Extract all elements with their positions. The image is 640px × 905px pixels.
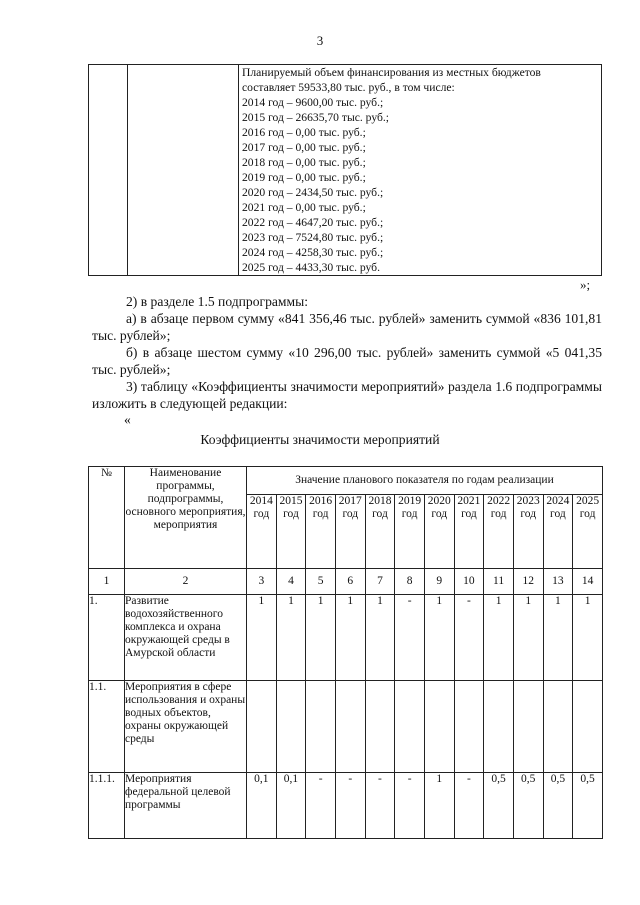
financing-line: 2016 год – 0,00 тыс. руб.; bbox=[242, 126, 366, 139]
row-number: 1. bbox=[89, 595, 125, 681]
row-value: - bbox=[454, 773, 484, 839]
row-value: 1 bbox=[573, 595, 603, 681]
financing-line: 2018 год – 0,00 тыс. руб.; bbox=[242, 156, 366, 169]
paragraph-4: 3) таблицу «Коэффициенты значимости мероприятий» раздела 1.6 подпрограммы изложить в следующей редакции: bbox=[92, 379, 602, 411]
row-value bbox=[247, 681, 277, 773]
row-value bbox=[424, 681, 454, 773]
row-value bbox=[395, 681, 425, 773]
financing-lines bbox=[239, 65, 601, 275]
row-value: 1 bbox=[484, 595, 514, 681]
row-name: Развитие водохозяйственного комплекса и охрана окружающей среды в Амурской области bbox=[125, 595, 247, 681]
year-header: 2017 год bbox=[335, 495, 365, 569]
row-value bbox=[573, 681, 603, 773]
row-value: 1 bbox=[335, 595, 365, 681]
row-value: 1 bbox=[513, 595, 543, 681]
page-number: 3 bbox=[316, 33, 324, 48]
financing-line: Планируемый объем финансирования из местных бюджетов bbox=[242, 66, 541, 79]
column-number: 5 bbox=[306, 569, 336, 595]
year-header: 2014 год bbox=[247, 495, 277, 569]
column-number: 8 bbox=[395, 569, 425, 595]
year-header: 2020 год bbox=[424, 495, 454, 569]
row-value bbox=[484, 681, 514, 773]
year-header: 2016 год bbox=[306, 495, 336, 569]
column-number: 6 bbox=[335, 569, 365, 595]
row-value: - bbox=[395, 773, 425, 839]
table-title: Коэффициенты значимости мероприятий bbox=[200, 432, 440, 447]
financing-line: 2017 год – 0,00 тыс. руб.; bbox=[242, 141, 366, 154]
column-number: 3 bbox=[247, 569, 277, 595]
table-row bbox=[89, 773, 603, 839]
year-header: 2019 год bbox=[395, 495, 425, 569]
column-number: 2 bbox=[125, 569, 247, 595]
column-number: 12 bbox=[513, 569, 543, 595]
financing-line: 2024 год – 4258,30 тыс. руб.; bbox=[242, 246, 384, 259]
row-value: - bbox=[365, 773, 395, 839]
row-value bbox=[306, 681, 336, 773]
row-value: 1 bbox=[306, 595, 336, 681]
row-value bbox=[276, 681, 306, 773]
row-value: 0,1 bbox=[276, 773, 306, 839]
row-value: 0,5 bbox=[573, 773, 603, 839]
header-group: Значение планового показателя по годам реализации bbox=[247, 467, 603, 495]
closing-quote: »; bbox=[580, 277, 591, 292]
financing-line: 2020 год – 2434,50 тыс. руб.; bbox=[242, 186, 384, 199]
financing-line: 2025 год – 4433,30 тыс. руб. bbox=[242, 261, 380, 274]
row-value: 0,5 bbox=[513, 773, 543, 839]
column-numbers-row bbox=[89, 569, 603, 595]
row-name: Мероприятия федеральной целевой программы bbox=[125, 773, 247, 839]
financing-line: 2019 год – 0,00 тыс. руб.; bbox=[242, 171, 366, 184]
financing-line: 2022 год – 4647,20 тыс. руб.; bbox=[242, 216, 384, 229]
column-number: 11 bbox=[484, 569, 514, 595]
year-header: 2018 год bbox=[365, 495, 395, 569]
row-value bbox=[454, 681, 484, 773]
row-value: 1 bbox=[247, 595, 277, 681]
paragraph-3: б) в абзаце шестом сумму «10 296,00 тыс. рублей» заменить суммой «5 041,35 тыс. рублей»; bbox=[92, 345, 602, 377]
row-value: - bbox=[454, 595, 484, 681]
paragraph-2: а) в абзаце первом сумму «841 356,46 тыс. рублей» заменить суммой «836 101,81 тыс. рублей»; bbox=[92, 311, 602, 343]
year-header: 2023 год bbox=[513, 495, 543, 569]
year-header: 2024 год bbox=[543, 495, 573, 569]
row-value: - bbox=[306, 773, 336, 839]
opening-quote: « bbox=[124, 412, 131, 427]
row-value: 0,1 bbox=[247, 773, 277, 839]
financing-table bbox=[88, 64, 602, 276]
year-header: 2022 год bbox=[484, 495, 514, 569]
row-name: Мероприятия в сфере использования и охраны водных объектов, охраны окружающей среды bbox=[125, 681, 247, 773]
financing-line: 2023 год – 7524,80 тыс. руб.; bbox=[242, 231, 384, 244]
row-value bbox=[513, 681, 543, 773]
year-header: 2015 год bbox=[276, 495, 306, 569]
row-value: 1 bbox=[543, 595, 573, 681]
financing-line: 2014 год – 9600,00 тыс. руб.; bbox=[242, 96, 384, 109]
financing-line: 2015 год – 26635,70 тыс. руб.; bbox=[242, 111, 389, 124]
row-value: - bbox=[335, 773, 365, 839]
financing-empty-cell bbox=[128, 65, 239, 276]
table-row bbox=[89, 595, 603, 681]
table-row bbox=[89, 681, 603, 773]
row-value: 0,5 bbox=[484, 773, 514, 839]
financing-line: 2021 год – 0,00 тыс. руб.; bbox=[242, 201, 366, 214]
row-value: 1 bbox=[424, 773, 454, 839]
row-value: 1 bbox=[424, 595, 454, 681]
header-num: № bbox=[89, 467, 125, 569]
column-number: 4 bbox=[276, 569, 306, 595]
row-value: 0,5 bbox=[543, 773, 573, 839]
column-number: 7 bbox=[365, 569, 395, 595]
year-header: 2021 год bbox=[454, 495, 484, 569]
header-name: Наименование программы, подпрограммы, основного мероприятия, мероприятия bbox=[125, 467, 247, 569]
row-value bbox=[543, 681, 573, 773]
year-header: 2025 год bbox=[573, 495, 603, 569]
row-number: 1.1.1. bbox=[89, 773, 125, 839]
column-number: 9 bbox=[424, 569, 454, 595]
row-value: - bbox=[395, 595, 425, 681]
financing-line: составляет 59533,80 тыс. руб., в том числе: bbox=[242, 81, 455, 94]
financing-cell bbox=[239, 65, 602, 276]
column-number: 13 bbox=[543, 569, 573, 595]
row-number: 1.1. bbox=[89, 681, 125, 773]
row-value: 1 bbox=[365, 595, 395, 681]
row-value: 1 bbox=[276, 595, 306, 681]
financing-empty-cell bbox=[89, 65, 128, 276]
column-number: 14 bbox=[573, 569, 603, 595]
table-body bbox=[89, 595, 603, 839]
column-number: 1 bbox=[89, 569, 125, 595]
row-value bbox=[335, 681, 365, 773]
coefficients-table bbox=[88, 466, 603, 839]
column-number: 10 bbox=[454, 569, 484, 595]
paragraph-1: 2) в разделе 1.5 подпрограммы: bbox=[126, 294, 309, 309]
row-value bbox=[365, 681, 395, 773]
